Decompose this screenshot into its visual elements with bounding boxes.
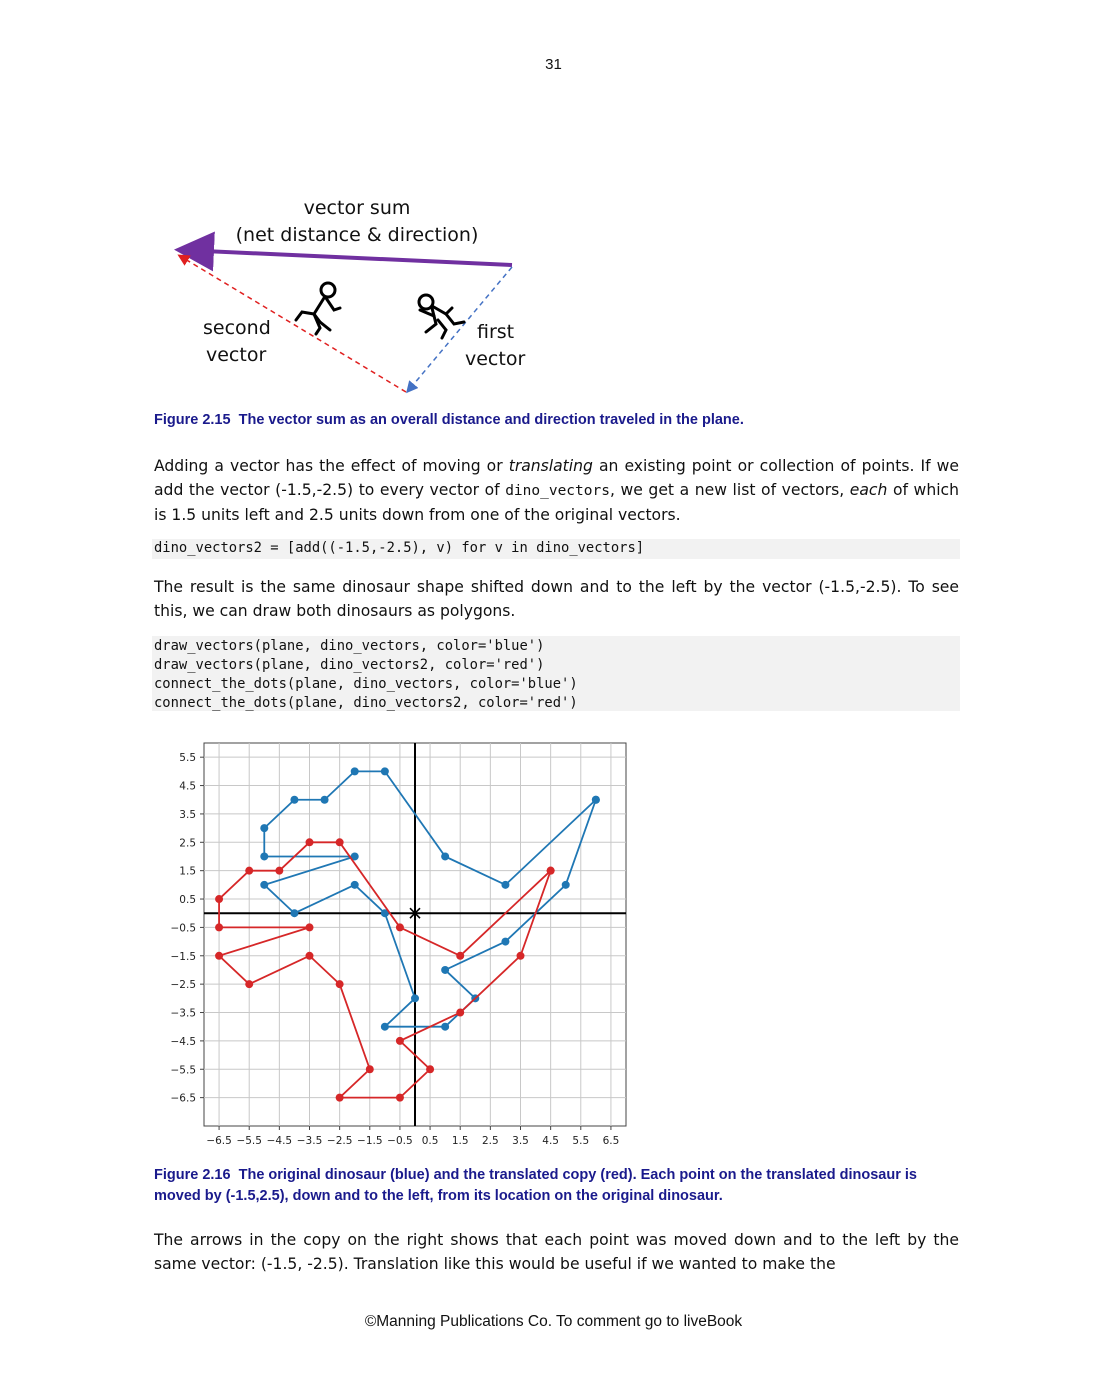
y-tick-label: 5.5 (179, 752, 196, 765)
data-point (441, 852, 449, 860)
data-point (351, 767, 359, 775)
data-point (396, 1037, 404, 1045)
y-tick-label: −2.5 (170, 979, 196, 992)
x-tick-label: 1.5 (451, 1135, 469, 1147)
data-point (260, 881, 268, 889)
code-block-translate: dino_vectors2 = [add((-1.5,-2.5), v) for v in dino_vectors] (152, 539, 960, 559)
data-point (501, 938, 509, 946)
caption-label: Figure 2.15 (154, 412, 231, 428)
x-tick-label: −3.5 (296, 1135, 323, 1147)
x-tick-label: −2.5 (326, 1135, 353, 1147)
x-tick-label: 5.5 (572, 1135, 590, 1147)
y-tick-label: 1.5 (179, 865, 196, 878)
data-point (592, 796, 600, 804)
data-point (366, 1065, 374, 1073)
code-line: connect_the_dots(plane, dino_vectors, color='blue') (154, 676, 578, 692)
data-point (306, 838, 314, 846)
data-point (547, 867, 555, 875)
data-point (517, 952, 525, 960)
paragraph-arrows: The arrows in the copy on the right shows that each point was moved down and to the left by the same vector: (-1.5, -2.5). Translation like this would be useful if we wanted to make the (154, 1231, 959, 1273)
second-label-line2: vector (206, 344, 267, 366)
data-point (411, 994, 419, 1002)
inline-code: dino_vectors (505, 483, 610, 499)
data-point (260, 824, 268, 832)
caption-label: Figure 2.16 (154, 1167, 231, 1183)
x-tick-label: 4.5 (542, 1135, 559, 1147)
second-label-line1: second (203, 317, 271, 339)
walking-person-icon (296, 283, 340, 334)
emphasis: translating (508, 457, 593, 475)
y-tick-label: −6.5 (170, 1092, 196, 1105)
data-point (351, 881, 359, 889)
caption-text: The original dinosaur (blue) and the translated copy (red). Each point on the translated dinosaur is moved by (-1.5,2.5), down and to the left, from its location on the original dinosaur. (154, 1167, 917, 1204)
text-span: of which is 1.5 units left and 2.5 units down from one of the original vectors. (154, 481, 959, 524)
data-point (456, 952, 464, 960)
footer: ©Manning Publications Co. To comment go to liveBook (364, 1313, 743, 1330)
y-tick-label: −1.5 (170, 950, 196, 963)
text-span: Adding a vector has the effect of moving or (154, 457, 509, 475)
y-tick-label: −5.5 (170, 1064, 196, 1077)
sum-label-line2: (net distance & direction) (235, 224, 479, 246)
code-block-draw (152, 636, 960, 711)
y-tick-label: −4.5 (170, 1035, 196, 1048)
text-span: an existing point or collection of points. If we add the vector (-1.5,-2.5) to every vector of (154, 457, 959, 499)
data-point (245, 867, 253, 875)
x-tick-label: −6.5 (206, 1135, 232, 1147)
sum-label-line1: vector sum (303, 197, 411, 219)
caption-text: The vector sum as an overall distance and direction traveled in the plane. (238, 412, 744, 428)
page-number: 31 (545, 56, 562, 73)
y-tick-label: 0.5 (179, 894, 196, 907)
first-label-line1: first (477, 321, 515, 343)
data-point (306, 952, 314, 960)
text-span: , we get a new list of vectors, (609, 481, 850, 499)
data-point (290, 909, 298, 917)
data-point (290, 796, 298, 804)
y-tick-label: −3.5 (170, 1007, 196, 1020)
data-point (441, 1023, 449, 1031)
data-point (321, 796, 329, 804)
figure-2-16-caption (154, 1165, 959, 1207)
paragraph-translation (154, 454, 959, 527)
data-point (441, 966, 449, 974)
data-point (396, 1094, 404, 1102)
data-point (215, 923, 223, 931)
data-point (562, 881, 570, 889)
dinosaur-translation-chart (160, 738, 640, 1150)
emphasis: each (849, 481, 888, 499)
vector-sum-figure (160, 190, 540, 405)
x-tick-label: 0.5 (421, 1135, 439, 1147)
paragraph-result: The result is the same dinosaur shape shifted down and to the left by the vector (-1.5,-2.5). To see this, we can draw both dinosaurs as polygons. (154, 578, 959, 620)
data-point (260, 852, 268, 860)
first-label-line2: vector (465, 348, 526, 370)
data-point (245, 980, 253, 988)
vector-sum-arrow (182, 250, 512, 265)
code-line: draw_vectors(plane, dino_vectors, color='blue') (154, 638, 545, 654)
y-tick-label: 4.5 (179, 780, 196, 793)
y-tick-label: 2.5 (179, 837, 196, 850)
data-point (336, 1094, 344, 1102)
data-point (215, 952, 223, 960)
y-tick-label: 3.5 (179, 808, 196, 821)
x-tick-label: 2.5 (482, 1135, 499, 1147)
data-point (215, 895, 223, 903)
data-point (396, 923, 404, 931)
data-point (501, 881, 509, 889)
data-point (336, 838, 344, 846)
y-tick-label: −0.5 (170, 922, 196, 935)
x-tick-label: −5.5 (236, 1135, 262, 1147)
data-point (426, 1065, 434, 1073)
x-tick-label: 6.5 (602, 1135, 620, 1147)
x-tick-label: −1.5 (357, 1135, 383, 1147)
x-tick-label: −0.5 (387, 1135, 413, 1147)
data-point (275, 867, 283, 875)
data-point (381, 1023, 389, 1031)
data-point (306, 923, 314, 931)
data-point (381, 767, 389, 775)
code-line: connect_the_dots(plane, dino_vectors2, color='red') (154, 695, 578, 711)
figure-2-15-caption (154, 412, 964, 428)
x-tick-label: 3.5 (512, 1135, 529, 1147)
data-point (456, 1009, 464, 1017)
data-point (336, 980, 344, 988)
code-line: draw_vectors(plane, dino_vectors2, color='red') (154, 657, 545, 673)
x-tick-label: −4.5 (266, 1135, 293, 1147)
